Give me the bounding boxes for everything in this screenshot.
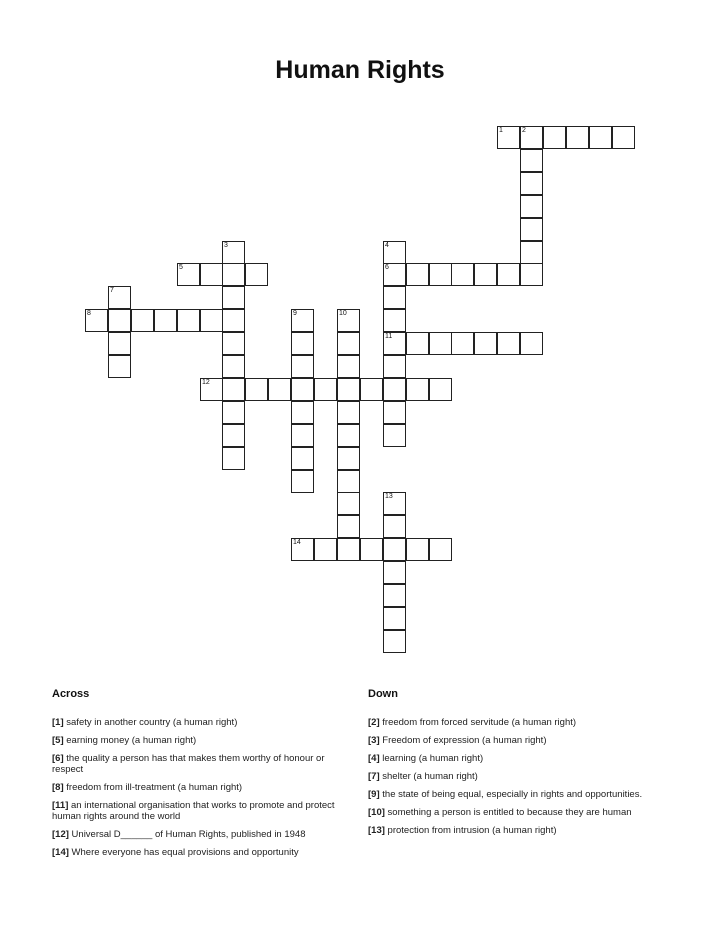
- clue-number-label: 12: [202, 379, 210, 386]
- grid-cell[interactable]: [383, 286, 406, 309]
- grid-cell[interactable]: [222, 309, 245, 332]
- grid-cell[interactable]: [337, 332, 360, 355]
- grid-cell[interactable]: [154, 309, 177, 332]
- clue-text: freedom from ill-treatment (a human right): [66, 782, 243, 793]
- grid-cell[interactable]: [314, 378, 337, 401]
- grid-cell[interactable]: [291, 470, 314, 493]
- grid-cell[interactable]: [337, 447, 360, 470]
- clue-number: [7]: [368, 771, 380, 782]
- clue-number: [2]: [368, 717, 380, 728]
- grid-cell[interactable]: [177, 309, 200, 332]
- grid-cell[interactable]: [429, 378, 452, 401]
- clue-text: the state of being equal, especially in rights and opportunities.: [382, 789, 643, 800]
- clue-number-label: 2: [522, 127, 526, 134]
- grid-cell[interactable]: [520, 126, 543, 149]
- grid-cell[interactable]: [222, 355, 245, 378]
- across-heading: Across: [52, 688, 90, 700]
- down-clue: [368, 735, 668, 746]
- grid-cell[interactable]: [291, 401, 314, 424]
- clue-number-label: 3: [224, 242, 228, 249]
- grid-cell[interactable]: [497, 332, 520, 355]
- clue-number-label: 14: [293, 539, 301, 546]
- grid-cell[interactable]: [291, 424, 314, 447]
- grid-cell[interactable]: [200, 263, 223, 286]
- grid-cell[interactable]: [108, 355, 131, 378]
- grid-cell[interactable]: [222, 286, 245, 309]
- clue-text: Where everyone has equal provisions and opportunity: [71, 847, 299, 858]
- clue-number-label: 10: [339, 310, 347, 317]
- grid-cell[interactable]: [383, 492, 406, 515]
- clue-number: [1]: [52, 717, 64, 728]
- grid-cell[interactable]: [222, 447, 245, 470]
- clue-text: the quality a person has that makes them worthy of honour or respect: [52, 753, 325, 775]
- grid-cell[interactable]: [268, 378, 291, 401]
- grid-cell[interactable]: [337, 515, 360, 538]
- clue-number: [3]: [368, 735, 380, 746]
- grid-cell[interactable]: [589, 126, 612, 149]
- clue-number-label: 4: [385, 242, 389, 249]
- grid-cell[interactable]: [337, 470, 360, 493]
- clue-number: [11]: [52, 800, 69, 811]
- clue-number: [12]: [52, 829, 69, 840]
- clue-number-label: 11: [385, 333, 393, 340]
- grid-cell[interactable]: [200, 378, 223, 401]
- clue-text: shelter (a human right): [382, 771, 478, 782]
- grid-cell[interactable]: [291, 332, 314, 355]
- grid-cell[interactable]: [108, 286, 131, 309]
- clue-text: something a person is entitled to because they are human: [387, 807, 632, 818]
- grid-cell[interactable]: [245, 263, 268, 286]
- down-clue: [368, 771, 668, 782]
- clue-text: freedom from forced servitude (a human right): [382, 717, 577, 728]
- clue-text: safety in another country (a human right): [66, 717, 238, 728]
- across-clues: [52, 688, 352, 865]
- grid-cell[interactable]: [383, 355, 406, 378]
- grid-cell[interactable]: [200, 309, 223, 332]
- grid-cell[interactable]: [383, 401, 406, 424]
- grid-cell[interactable]: [383, 561, 406, 584]
- grid-cell[interactable]: [337, 424, 360, 447]
- grid-cell[interactable]: [383, 378, 406, 401]
- grid-cell[interactable]: [474, 263, 497, 286]
- clue-number: [13]: [368, 825, 385, 836]
- across-clue: [52, 717, 352, 728]
- grid-cell[interactable]: [314, 538, 337, 561]
- clue-number: [4]: [368, 753, 380, 764]
- grid-cell[interactable]: [520, 149, 543, 172]
- grid-cell[interactable]: [222, 241, 245, 264]
- clue-number-label: 9: [293, 310, 297, 317]
- grid-cell[interactable]: [383, 607, 406, 630]
- grid-cell[interactable]: [566, 126, 589, 149]
- grid-cell[interactable]: [451, 263, 474, 286]
- clue-number-label: 6: [385, 264, 389, 271]
- grid-cell[interactable]: [360, 538, 383, 561]
- grid-cell[interactable]: [451, 332, 474, 355]
- grid-cell[interactable]: [337, 378, 360, 401]
- grid-cell[interactable]: [406, 378, 429, 401]
- across-clue: [52, 753, 352, 775]
- down-clues: [368, 688, 668, 843]
- grid-cell[interactable]: [383, 515, 406, 538]
- grid-cell[interactable]: [108, 332, 131, 355]
- across-clue: [52, 847, 352, 858]
- grid-cell[interactable]: [222, 424, 245, 447]
- across-clue: [52, 782, 352, 793]
- clue-number-label: 13: [385, 493, 393, 500]
- clue-number: [6]: [52, 753, 64, 764]
- grid-cell[interactable]: [291, 447, 314, 470]
- grid-cell[interactable]: [291, 378, 314, 401]
- grid-cell[interactable]: [291, 309, 314, 332]
- grid-cell[interactable]: [429, 332, 452, 355]
- grid-cell[interactable]: [360, 378, 383, 401]
- grid-cell[interactable]: [429, 263, 452, 286]
- clue-number-label: 5: [179, 264, 183, 271]
- grid-cell[interactable]: [383, 584, 406, 607]
- grid-cell[interactable]: [383, 538, 406, 561]
- across-clue: [52, 735, 352, 746]
- grid-cell[interactable]: [383, 263, 406, 286]
- grid-cell[interactable]: [245, 378, 268, 401]
- grid-cell[interactable]: [85, 309, 108, 332]
- grid-cell[interactable]: [222, 378, 245, 401]
- clue-text: learning (a human right): [382, 753, 484, 764]
- down-clue: [368, 753, 668, 764]
- page-title: Human Rights: [275, 56, 445, 84]
- grid-cell[interactable]: [520, 241, 543, 264]
- clue-number-label: 7: [110, 287, 114, 294]
- across-clue: [52, 829, 352, 840]
- clue-text: Freedom of expression (a human right): [382, 735, 547, 746]
- grid-cell[interactable]: [406, 332, 429, 355]
- grid-cell[interactable]: [520, 195, 543, 218]
- clue-number-label: 1: [499, 127, 503, 134]
- clue-text: Universal D______ of Human Rights, published in 1948: [71, 829, 306, 840]
- down-clue: [368, 807, 668, 818]
- clue-text: an international organisation that works to promote and protect human rights around the world: [52, 800, 335, 822]
- grid-cell[interactable]: [383, 332, 406, 355]
- grid-cell[interactable]: [429, 538, 452, 561]
- clue-number: [9]: [368, 789, 380, 800]
- clue-number: [14]: [52, 847, 69, 858]
- grid-cell[interactable]: [108, 309, 131, 332]
- grid-cell[interactable]: [131, 309, 154, 332]
- grid-cell[interactable]: [291, 538, 314, 561]
- grid-cell[interactable]: [497, 263, 520, 286]
- grid-cell[interactable]: [543, 126, 566, 149]
- grid-cell[interactable]: [383, 424, 406, 447]
- grid-cell[interactable]: [497, 126, 520, 149]
- grid-cell[interactable]: [337, 492, 360, 515]
- grid-cell[interactable]: [406, 538, 429, 561]
- clue-number-label: 8: [87, 310, 91, 317]
- grid-cell[interactable]: [337, 538, 360, 561]
- grid-cell[interactable]: [612, 126, 635, 149]
- grid-cell[interactable]: [291, 355, 314, 378]
- grid-cell[interactable]: [222, 401, 245, 424]
- across-clue: [52, 800, 352, 822]
- grid-cell[interactable]: [474, 332, 497, 355]
- clue-text: protection from intrusion (a human right): [387, 825, 557, 836]
- grid-cell[interactable]: [383, 309, 406, 332]
- grid-cell[interactable]: [383, 630, 406, 653]
- grid-cell[interactable]: [520, 172, 543, 195]
- down-heading: Down: [368, 688, 398, 700]
- grid-cell[interactable]: [337, 401, 360, 424]
- grid-cell[interactable]: [337, 355, 360, 378]
- down-clue: [368, 789, 668, 800]
- down-clue: [368, 717, 668, 728]
- grid-cell[interactable]: [222, 263, 245, 286]
- grid-cell[interactable]: [383, 241, 406, 264]
- grid-cell[interactable]: [520, 263, 543, 286]
- clue-number: [8]: [52, 782, 64, 793]
- grid-cell[interactable]: [406, 263, 429, 286]
- grid-cell[interactable]: [520, 332, 543, 355]
- down-clue: [368, 825, 668, 836]
- clue-number: [10]: [368, 807, 385, 818]
- clue-text: earning money (a human right): [66, 735, 197, 746]
- grid-cell[interactable]: [520, 218, 543, 241]
- grid-cell[interactable]: [337, 309, 360, 332]
- clue-number: [5]: [52, 735, 64, 746]
- grid-cell[interactable]: [177, 263, 200, 286]
- grid-cell[interactable]: [222, 332, 245, 355]
